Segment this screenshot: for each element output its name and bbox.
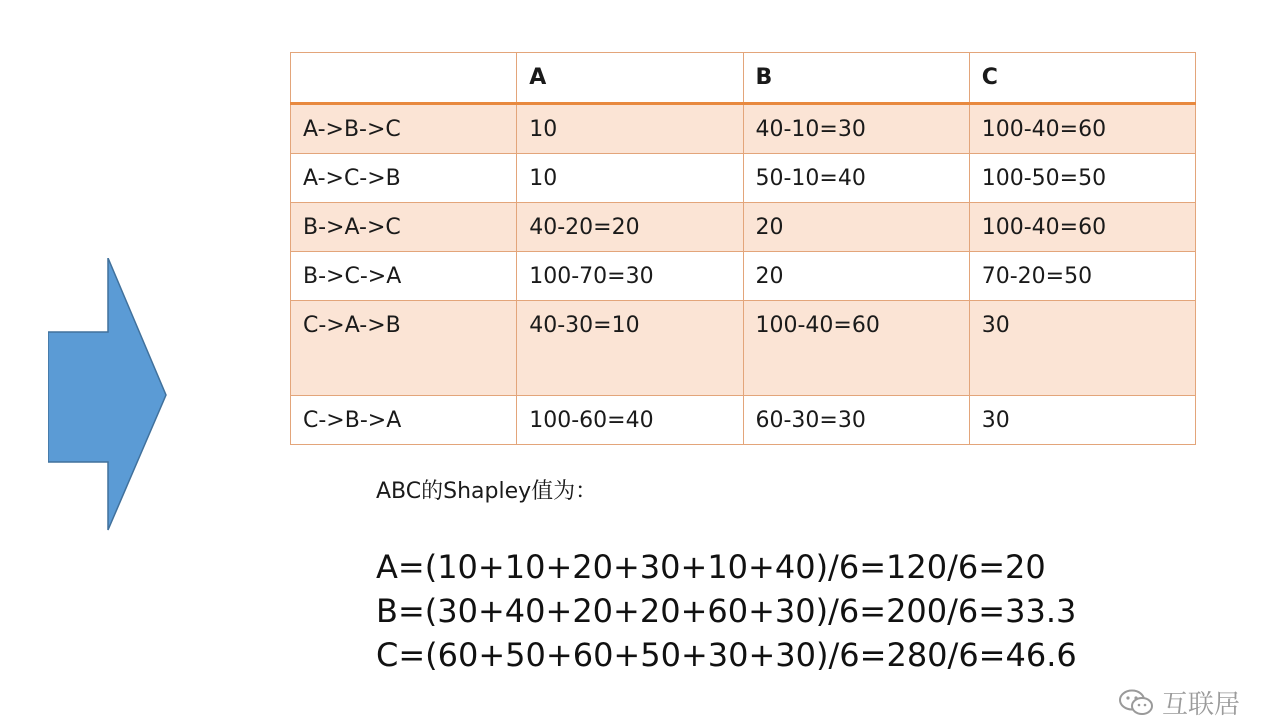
- watermark-text: 互联居: [1162, 690, 1241, 720]
- table-row: [291, 252, 1196, 301]
- header-cell-c: C: [969, 53, 1195, 104]
- formula-a: A=(10+10+20+30+10+40)/6=120/6=20: [376, 548, 1046, 586]
- table-header-row: [291, 53, 1196, 104]
- value-cell-a: 100-60=40: [517, 396, 743, 445]
- header-cell-empty: [291, 53, 517, 104]
- table-row: [291, 154, 1196, 203]
- order-cell: C->B->A: [291, 396, 517, 445]
- watermark: [1118, 684, 1240, 721]
- value-cell-b: 100-40=60: [743, 301, 969, 396]
- value-cell-c: 30: [969, 396, 1195, 445]
- shapley-caption: ABC的Shapley值为：: [376, 479, 598, 504]
- value-cell-c: 100-40=60: [969, 203, 1195, 252]
- value-cell-c: 100-50=50: [969, 154, 1195, 203]
- right-arrow-shape: [48, 258, 168, 532]
- order-cell: C->A->B: [291, 301, 517, 396]
- value-cell-c: 70-20=50: [969, 252, 1195, 301]
- value-cell-b: 60-30=30: [743, 396, 969, 445]
- value-cell-b: 50-10=40: [743, 154, 969, 203]
- table-row: [291, 104, 1196, 154]
- value-cell-c: 30: [969, 301, 1195, 396]
- formula-c: C=(60+50+60+50+30+30)/6=280/6=46.6: [376, 636, 1077, 674]
- value-cell-c: 100-40=60: [969, 104, 1195, 154]
- formula-block: [376, 545, 1077, 677]
- order-cell: B->A->C: [291, 203, 517, 252]
- wechat-icon: [1118, 689, 1154, 717]
- value-cell-b: 20: [743, 252, 969, 301]
- formula-b: B=(30+40+20+20+60+30)/6=200/6=33.3: [376, 592, 1077, 630]
- value-cell-a: 100-70=30: [517, 252, 743, 301]
- header-cell-a: A: [517, 53, 743, 104]
- value-cell-a: 10: [517, 154, 743, 203]
- value-cell-b: 40-10=30: [743, 104, 969, 154]
- table-row: [291, 301, 1196, 396]
- shapley-table: [290, 52, 1196, 445]
- order-cell: A->C->B: [291, 154, 517, 203]
- order-cell: B->C->A: [291, 252, 517, 301]
- value-cell-a: 40-20=20: [517, 203, 743, 252]
- value-cell-a: 40-30=10: [517, 301, 743, 396]
- value-cell-a: 10: [517, 104, 743, 154]
- order-cell: A->B->C: [291, 104, 517, 154]
- table-row: [291, 203, 1196, 252]
- table-row: [291, 396, 1196, 445]
- value-cell-b: 20: [743, 203, 969, 252]
- header-cell-b: B: [743, 53, 969, 104]
